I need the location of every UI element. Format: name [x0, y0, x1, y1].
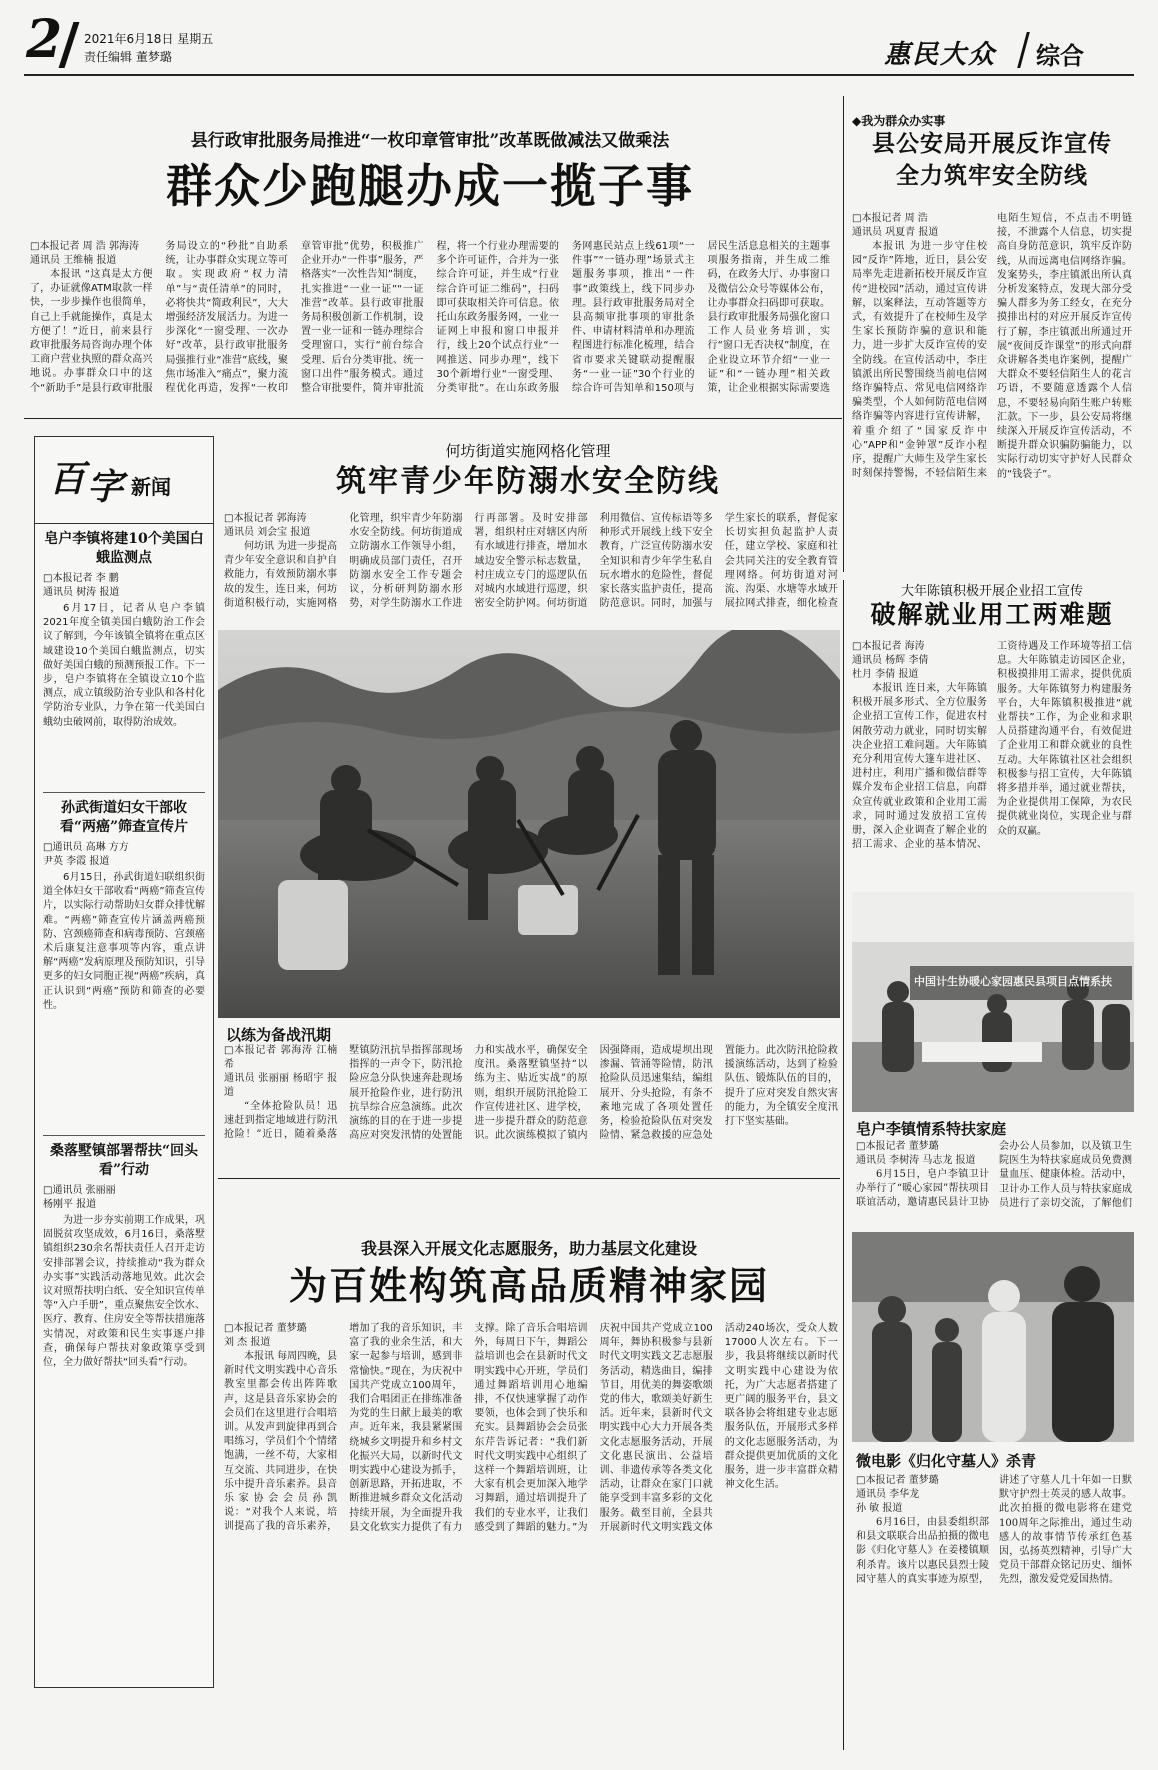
responsible-editor: 责任编辑 董梦璐	[84, 50, 172, 64]
article2-body-area	[852, 212, 1132, 568]
family-support-caption: 皂户李镇情系特扶家庭	[856, 1120, 1007, 1138]
baizi-item-2-title: 孙武街道妇女干部收看“两癌”筛查宣传片	[59, 800, 189, 835]
article3-title: 筑牢青少年防溺水安全防线	[336, 464, 720, 499]
horizontal-rule-1	[24, 418, 842, 419]
horizontal-rule-2	[218, 1178, 840, 1179]
article5-title: 为百姓构筑高品质精神家园	[288, 1263, 769, 1308]
family-support-body: 6月15日，皂户李镇卫计办举行了“暖心家园”帮扶项目联谊活动，邀请惠民县计卫协会办公人员参加，以及镇卫生院医生为特扶家庭成员免费测量血压、健康体检。活动中，卫计办工作人员与特扶家庭成员进行了亲切交流，了解他们	[856, 1141, 1132, 1209]
section-name: 综合	[1036, 41, 1084, 70]
micro-film-byline: □本报记者 董梦璐 通讯员 李华龙 孙 敏 报道	[856, 1475, 939, 1514]
article4-body: 本报讯 连日来，大年陈镇积极开展多形式、全方位服务企业招工宣传工作，促进农村闲散劳动力就业，同时切实解决企业招工难问题。大年陈镇充分利用宣传大篷车进社区、进村庄，利用广播和微信群等媒介发布企业招工信息，向群众宣传就业政策和企业用工需求，同时通过发放招工宣传册，深入企业调查了解企业的招工需求、企业的基本情况、工资待遇及工作环境等招工信息。大年陈镇走访园区企业，积极摸排用工需求，提供优质服务。大年陈镇努力构建服务平台，大年陈镇积极推进“就业帮扶”工作，为企业和求职人员搭建沟通平台，有效促进了企业用工和群众就业的良性互动。大年陈镇社区社会组织积极参与招工宣传，大年陈镇将多措并举，通过就业帮扶，为企业提供用工保障，为农民提供就业岗位，实现企业与群众的双赢。	[852, 641, 1132, 851]
micro-film-body: 6月16日，由县委组织部和县文联联合出品拍摄的微电影《归化守墓人》在姜楼镇顺利杀青。该片以惠民县烈士陵园守墓人的真实事迹为原型，讲述了守墓人几十年如一日默默守护烈士英灵的感人故事。此次拍摄的微电影将在建党100周年之际推出，通过生动感人的故事情节传承红色基因，弘扬英烈精神，引导广大党员干部群众铭记历史、缅怀先烈，激发爱党爱国热情。	[856, 1475, 1132, 1586]
article4-body-area	[852, 640, 1132, 872]
vertical-divider-mid	[843, 580, 844, 1750]
baizi-heading-bai: 百	[49, 458, 86, 500]
article3-body: 何坊讯 为进一步提高青少年安全意识和自护自救能力，有效预防溺水事故的发生，连日来，何坊街道积极行动，实施网格化管理，织牢青少年防溺水安全防线。何坊街道成立防溺水工作领导小组，明确成员部门责任，召开防溺水安全工作专题会议，分析研判防溺水形势，对学生防溺水工作进行再部署。及时安排部署，组织村庄对辖区内所有水域进行排查，增加水域边安全警示标志数量，村庄成立专门的巡逻队伍对城内水域进行巡逻，织密安全防护网。何坊街道利用微信、宣传标语等多种形式开展线上线下安全教育，广泛宣传防溺水安全知识和青少年学生私自玩水增水的危险性，督促家长落实监护责任，提高防范意识。同时，加强与学生家长的联系，督促家长切实担负起监护人责任，建立学校、家庭和社会共同关注的安全教育管理网络。何坊街道对河流、沟渠、水塘等水域开展拉网式排查，细化检查	[224, 513, 838, 610]
article5-body: 本报讯 每周四晚，县新时代文明实践中心音乐教室里都会传出阵阵歌声，这是县音乐家协会的会员们在这里进行合唱培训。从发声到旋律再到合唱练习，学员们个个情绪饱满，一丝不苟，大家相互交流、共同进步，在快乐中提升音乐素养。县音乐家协会会员孙凯说：“对我个人来说，培训提高了我的音乐素养，增加了我的音乐知识，丰富了我的业余生活，和大家一起参与培训，感到非常愉快。”现在，为庆祝中国共产党成立100周年，我们合唱团正在排练准备为党的生日献上最美的歌声。近年来，我县紧紧围绕城乡文明提升和乡村文化振兴大局，以新时代文明实践中心建设为抓手，创新思路，开拓进取，不断推进城乡群众文化活动持续开展，为全面提升我县文化软实力提供了有力支撑。除了音乐合唱培训外，每周日下午，舞蹈公益培训也会在县新时代文明实践中心开班，学员们通过舞蹈培训用心地编排，不仅快速掌握了动作要领，也体会到了快乐和充实。县舞蹈协会会员张东芹告诉记者：“我们新时代文明实践中心组织了这样一个舞蹈培训班，让大家有机会更加深入地学习舞蹈，通过培训提升了我们的专业水平，让我们感受到了舞蹈的魅力。”为庆祝中国共产党成立100周年，舞协积极参与县新时代文明实践文艺志愿服务活动，精选曲目，编排节目，用优美的舞姿歌颂党的伟大，歌颂美好新生活。近年来，县新时代文明实践中心大力开展各类文化志愿服务活动，开展文化惠民演出、公益培训、非遗传承等各类文化活动，让群众在家门口就能享受到丰富多彩的文化服务。截至目前，全县共开展新时代文明实践文体活动240场次，受众人数17000人次左右。下一步，我县将继续以新时代文明实践中心建设为依托，为广大志愿者搭建了更广阔的服务平台，县文联各协会将组建专业志愿服务队伍，开展形式多样的文化志愿服务活动，为群众提供更加优质的文化服务，进一步丰富群众精神文化生活。	[224, 1323, 838, 1533]
micro-film-body-area	[856, 1474, 1132, 1744]
baizi-item-3-title: 桑落墅镇部署帮扶“回头看”行动	[49, 1143, 199, 1178]
baizi-heading-news: 新闻	[131, 475, 171, 499]
article4-title: 破解就业用工两难题	[870, 600, 1114, 629]
article1-title: 群众少跑腿办成一揽子事	[166, 159, 694, 213]
baizi-item-3-byline: □通讯员 张丽丽 杨刚平 报道	[43, 1185, 116, 1210]
article5-kicker: 我县深入开展文化志愿服务，助力基层文化建设	[360, 1239, 697, 1258]
baizi-item-1-body: 6月17日，记者从皂户李镇2021年度全镇美国白蛾防治工作会议了解到，今年该镇全镇将在重点区域建设10个美国白蛾监测点，切实做好美国白蛾的预测预报工作。下一步，皂户李镇将在全镇设立10个监测点，成立镇级防治专业队和各村化学防治专业队，力争在第一代美国白蛾幼虫破网前，取得防治成效。	[43, 603, 205, 728]
flood-drill-caption: 以练为备战汛期	[226, 1026, 332, 1044]
article1-byline: □本报记者 周 浩 郭海涛 通讯员 王维楠 报道	[30, 241, 139, 266]
flood-drill-photo-image	[218, 630, 840, 1018]
family-support-banner-text: 中国计生协暖心家园惠民县项目点情系扶	[914, 975, 1112, 988]
flood-drill-body-area	[224, 1044, 838, 1164]
baizi-item-2	[35, 793, 213, 1127]
baizi-news-column	[34, 436, 214, 1688]
paper-name: 惠民大众	[884, 40, 997, 70]
article2-label: ◆我为群众办实事	[852, 114, 946, 128]
page-number: 2	[26, 9, 63, 70]
micro-film-photo	[852, 1232, 1134, 1442]
article2-byline: □本报记者 周 浩 通讯员 巩夏青 报道	[852, 213, 939, 238]
baizi-heading	[35, 437, 213, 524]
baizi-item-1	[35, 524, 213, 784]
article4-kicker: 大年陈镇积极开展企业招工宣传	[900, 584, 1083, 599]
baizi-item-2-body: 6月15日，孙武街道妇联组织街道全体妇女干部收看“两癌”筛查宣传片，以实际行动帮助妇女群众排忧解难。“两癌”筛查宣传片涵盖两癌预防、宫颈癌筛查和病毒预防、宫颈癌术后康复注意事项等内容，重点讲解“两癌”发病原理及预防知识，引导更多的妇女同胞正视“两癌”疾病，真正认识到“两癌”预防和筛查的必要性。	[43, 872, 205, 1011]
article4-byline: □本报记者 海涛 通讯员 杨辉 李倩 杜月 李倩 报道	[852, 641, 929, 680]
family-support-photo	[852, 892, 1134, 1112]
flood-drill-photo	[218, 630, 840, 1018]
article2-title-line2: 全力筑牢安全防线	[896, 162, 1088, 189]
micro-film-caption: 微电影《归化守墓人》杀青	[856, 1452, 1037, 1470]
flood-drill-body: “全体抢险队员！迅速赶到指定地域进行防汛抢险！”近日，随着桑落墅镇防汛抗旱指挥部现场指挥的一声令下，防汛抢险应急分队快速奔赴现场展开抢险作业，进行防汛抗旱综合应急演练。此次演练的目的在于进一步提高应对突发汛情的处置能力和实战水平，确保安全度汛。桑落墅镇坚持“以练为主、贴近实战”的原则，组织开展防汛抢险工作宣传进社区、进学校，进一步提升群众的防范意识。此次演练模拟了镇内因强降雨，造成堤坝出现渗漏、管涌等险情，防汛抢险队员迅速集结，编组展开、分头抢险，有条不紊地完成了各项处置任务，检验抢险队伍对突发险情、紧急救援的应急处置能力。此次防汛抢险救援演练活动，达到了检验队伍、锻炼队伍的目的，提升了应对突发自然灾害的能力，为全镇安全度汛打下坚实基础。	[224, 1045, 838, 1142]
article2-title-line1: 县公安局开展反诈宣传	[872, 130, 1112, 157]
section-divider	[1017, 32, 1030, 68]
issue-date: 2021年6月18日 星期五	[84, 32, 214, 46]
family-support-body-area	[856, 1140, 1132, 1220]
article5-body-area	[224, 1322, 838, 1746]
baizi-item-1-title: 皂户李镇将建10个美国白蛾监测点	[44, 531, 204, 566]
article1-kicker: 县行政审批服务局推进“一枚印章管审批”改革既做减法又做乘法	[190, 131, 670, 151]
article2-body: 本报讯 为进一步守住校园“反诈”阵地，近日，县公安局率先走进新拓校开展反诈宣传“进校园”活动，通过宣传讲解，以案释法，互动答题等方式，有效提升了在校师生及学生家长预防诈骗的意识和能力，进一步扩大反诈宣传的安全防线。在宣传活动中，李庄镇派出所民警围绕当前电信网络诈骗特点、常见电信网络诈骗类型，个人如何防范电信网络诈骗等内容进行宣传讲解，着重介绍了“国家反诈中心”APP和“金钟罩”反诈小程序，提醒广大师生及学生家长时刻保持警惕，不轻信陌生来电陌生短信，不点击不明链接，不泄露个人信息，切实提高自身防范意识，筑牢反诈防线，从而远离电信网络诈骗。发案势头，李庄镇派出所认真分析发案特点，发现大部分受骗人群多为务工经女，在充分摸排出村的对应开展反诈宣传行了解，李庄镇派出所通过开展“夜间反诈课堂”的形式向群众讲解各类电诈案例，提醒广大群众不要轻信陌生人的花言巧语，不要随意透露个人信息，不要轻易向陌生账户转账汇款。下一步，县公安局将继续深入开展反诈宣传活动，不断提升群众识骗防骗能力，以实际行动切实守护好人民群众的“钱袋子”。	[852, 213, 1132, 480]
article5-byline: □本报记者 董梦璐 刘 杰 报道	[224, 1323, 307, 1348]
article3-body-area	[224, 512, 838, 620]
baizi-heading-zi: 字	[87, 466, 124, 508]
family-support-byline: □本报记者 董梦璐 通讯员 李树涛 马志龙 报道	[856, 1141, 976, 1166]
flood-drill-byline: □本报记者 郭海涛 江楠希 通讯员 张丽丽 杨昭宇 报道	[224, 1045, 338, 1098]
baizi-item-1-byline: □本报记者 李 鹏 通讯员 树涛 报道	[43, 573, 120, 598]
article1-body: 本报讯 “这真是太方便了，办证就像ATM取款一样快，一步步操作也很简单，自己上手就能操作，真是太方便了！”近日，前来县行政审批服务局咨询办理个体工商户营业执照的群众高兴地说。办事群众口中的这个“新助手”是县行政审批服务局设立的“秒批”自助系统，让办事群众实现立等可取。实现政府“权力清单”与“责任清单”的同时，必将快共“简政利民”，大大增强经济发展活力。为进一步深化“一窗受理、一次办好”改革，县行政审批服务局强推行业“准营”底线，聚焦市场准入“痛点”，聚力流程优化再造，发挥“一枚印章管审批”优势，积极推广企业开办“一件事”服务，严格落实“一次性告知”制度，扎实推进“一业一证”“一证准营”改革。县行政审批服务局积极创新工作机制，设置一业一证和一链办理综合受理窗口，实行“前台综合受理、后台分类审批、统一窗口出件”服务模式。通过整合审批要件，简并审批流程，将一个行业办理需要的多个许可证件，合并为一张综合许可证，并生成“行业综合许可证二维码”，扫码即可获取相关许可信息。依托山东政务服务网，一业一证网上申报和窗口申报并行，线上20个试点行业“一网推送、同步办理”，线下30个新增行业“一窗受理、分类审批”。在山东政务服务网惠民站点上线61项“一件事”“一链办理”场景式主题服务事项，推出“一件事”政策线上，线下同步办理。县行政审批服务局对全县高频审批事项的审批条件、申请材料清单和办理流程图进行标准化梳理，结合省市要求关键联动提醒服务“一业一证”30个行业的综合许可告知单和150项与居民生活息息相关的主题事项服务指南，并生成二维码，在政务大厅、办事窗口及微信公众号等媒体公布，让办事群众扫码即可获取。县行政审批服务局强化窗口工作人员业务培训，实行“窗口无否决权”制度，在企业设立环节介绍“一业一证”和“一链办理”相关政策，让企业根据实际需要选	[30, 241, 830, 395]
baizi-item-2-byline: □通讯员 高琳 方方 尹英 李霞 报道	[43, 842, 129, 867]
article1-body-area	[30, 240, 830, 402]
family-support-photo-image	[852, 892, 1134, 1112]
article3-kicker: 何坊街道实施网格化管理	[445, 442, 611, 460]
baizi-item-3	[35, 1136, 213, 1534]
masthead-rule	[24, 74, 1134, 76]
micro-film-photo-image	[852, 1232, 1134, 1442]
article3-byline: □本报记者 郭海涛 通讯员 刘会宝 报道	[224, 513, 311, 538]
baizi-item-3-body: 为进一步夯实前期工作成果，巩固脱贫攻坚成效，6月16日，桑落墅镇组织230余名帮扶责任人召开走访安排部署会议，持续推动“我为群众办实事”实践活动落地见效。此次会议对照帮扶明白纸、安全知识宣传单等“入户手册”，重点聚焦安全饮水、医疗、教育、住房安全等帮扶措施落实情况，对政策和民生实事逐户排查，确保每户帮扶对象政策享受到位，全力做好帮扶“回头看”行动。	[43, 1215, 205, 1369]
vertical-divider-top	[843, 96, 844, 572]
